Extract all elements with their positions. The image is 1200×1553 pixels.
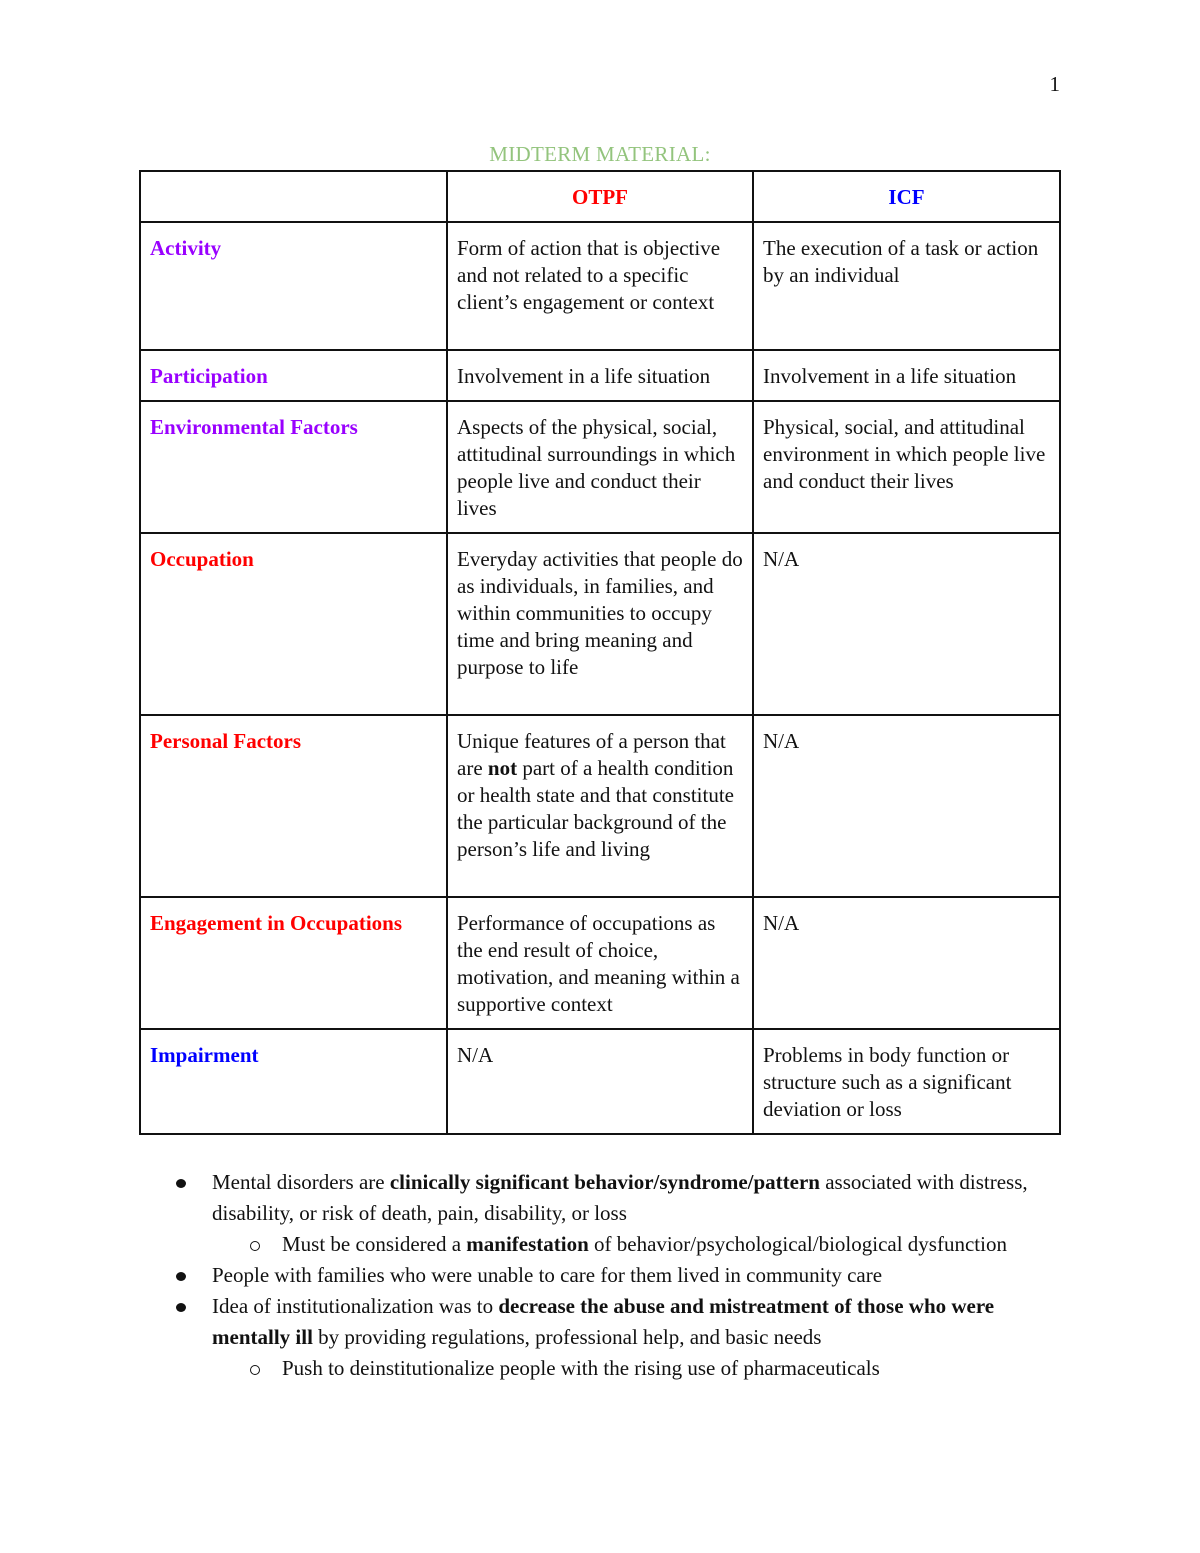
row-label-occupation: Occupation: [140, 533, 447, 715]
note-text: Mental disorders are: [212, 1170, 385, 1194]
icf-cell: N/A: [753, 897, 1060, 1029]
page-number: 1: [1049, 72, 1060, 96]
comparison-table: [139, 170, 1061, 1135]
header-otpf: OTPF: [447, 171, 753, 222]
otpf-emphasis: not: [487, 756, 518, 780]
bullet-icon: [176, 1272, 186, 1281]
table-row: [140, 897, 1060, 1029]
otpf-cell: Everyday activities that people do as individuals, in families, and within communities to occupy time and bring meaning and purpose to life: [447, 533, 753, 715]
note-text: by providing regulations, professional help, and basic needs: [318, 1325, 822, 1349]
otpf-cell: Performance of occupations as the end result of choice, motivation, and meaning within a supportive context: [447, 897, 753, 1029]
table-row: [140, 401, 1060, 533]
table-row: [140, 1029, 1060, 1134]
note-text: of behavior/psychological/biological dysfunction: [594, 1232, 1007, 1256]
document-title: MIDTERM MATERIAL:: [489, 142, 711, 166]
bullet-icon: [176, 1303, 186, 1312]
table-row: [140, 350, 1060, 401]
notes-list: [170, 1167, 1060, 1384]
hollow-bullet-icon: [250, 1365, 260, 1375]
list-item: [170, 1291, 1060, 1353]
note-emphasis: manifestation: [466, 1232, 589, 1256]
table-row: [140, 222, 1060, 350]
table-header-row: [140, 171, 1060, 222]
note-text: People with families who were unable to care for them lived in community care: [212, 1263, 883, 1287]
icf-cell: Physical, social, and attitudinal environment in which people live and conduct their lives: [753, 401, 1060, 533]
header-icf: ICF: [753, 171, 1060, 222]
icf-cell: Involvement in a life situation: [753, 350, 1060, 401]
icf-cell: N/A: [753, 715, 1060, 897]
bullet-icon: [176, 1179, 186, 1188]
note-text: Push to deinstitutionalize people with the rising use of pharmaceuticals: [282, 1356, 880, 1380]
list-item: [170, 1260, 1060, 1291]
table-row: [140, 533, 1060, 715]
row-label-engagement-in-occupations: Engagement in Occupations: [140, 897, 447, 1029]
row-label-impairment: Impairment: [140, 1029, 447, 1134]
otpf-cell: Aspects of the physical, social, attitudinal surroundings in which people live and conduct their lives: [447, 401, 753, 533]
otpf-text-part: part of a health condition or health state and that constitute the particular background of the person’s life and living: [457, 756, 734, 861]
icf-cell: N/A: [753, 533, 1060, 715]
note-text: Idea of institutionalization was to: [212, 1294, 494, 1318]
note-text: associated with distress, disability, or risk of death, pain, disability, or loss: [212, 1170, 1028, 1225]
note-emphasis: decrease the abuse and mistreatment of those who were mentally ill: [212, 1294, 995, 1349]
list-item: [170, 1353, 1060, 1384]
row-label-personal-factors: Personal Factors: [140, 715, 447, 897]
otpf-cell: N/A: [447, 1029, 753, 1134]
row-label-participation: Participation: [140, 350, 447, 401]
otpf-text-part: Unique features of a person that are: [457, 729, 726, 780]
row-label-activity: Activity: [140, 222, 447, 350]
list-item: [170, 1229, 1060, 1260]
row-label-environmental-factors: Environmental Factors: [140, 401, 447, 533]
otpf-cell: Involvement in a life situation: [447, 350, 753, 401]
list-item: [170, 1167, 1060, 1229]
icf-cell: The execution of a task or action by an individual: [753, 222, 1060, 350]
note-text: Must be considered a: [282, 1232, 462, 1256]
icf-cell: Problems in body function or structure such as a significant deviation or loss: [753, 1029, 1060, 1134]
otpf-cell: [447, 715, 753, 897]
hollow-bullet-icon: [250, 1241, 260, 1251]
header-empty-cell: [140, 171, 447, 222]
note-emphasis: clinically significant behavior/syndrome/pattern: [389, 1170, 820, 1194]
table-row: [140, 715, 1060, 897]
otpf-cell: Form of action that is objective and not related to a specific client’s engagement or context: [447, 222, 753, 350]
